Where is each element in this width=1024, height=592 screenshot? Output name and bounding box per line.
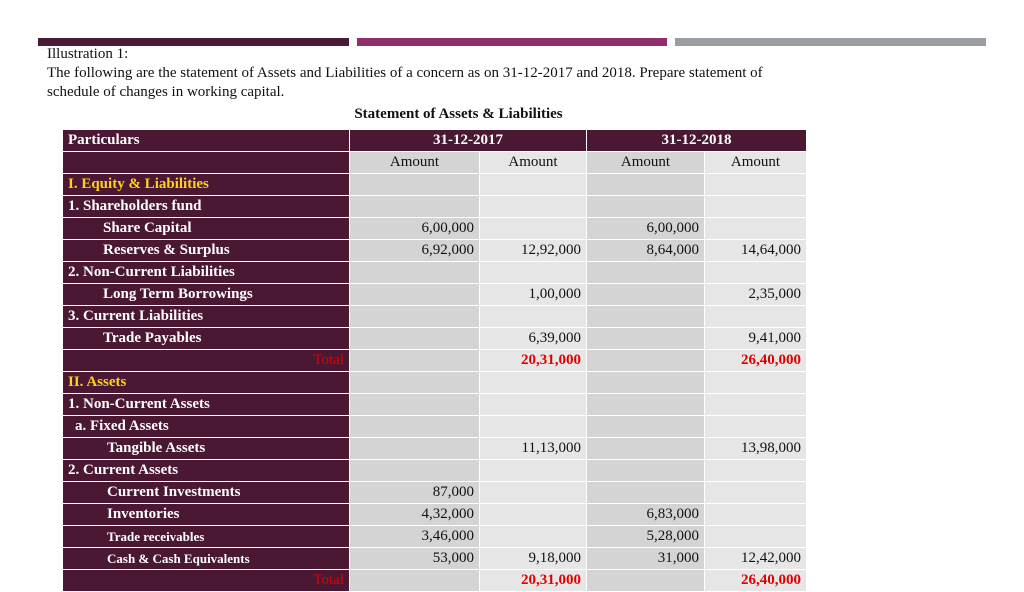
cell-value: 53,000	[350, 548, 480, 570]
intro-heading: Illustration 1:	[47, 46, 129, 62]
intro-line-2: The following are the statement of Assets and Liabilities of a concern as on 31-12-2017 and 2018. Prepare statement of	[47, 65, 763, 81]
cell-value	[705, 174, 807, 196]
row-label: 3. Current Liabilities	[63, 306, 350, 328]
subheader-amount: Amount	[350, 152, 480, 174]
cell-value: 9,41,000	[705, 328, 807, 350]
total-value: 20,31,000	[480, 350, 587, 372]
cell-value	[587, 174, 705, 196]
cell-value: 6,83,000	[587, 504, 705, 526]
cell-value	[480, 526, 587, 548]
cell-value	[480, 262, 587, 284]
table-row	[63, 526, 807, 548]
statement-table	[62, 129, 807, 592]
cell-value	[587, 262, 705, 284]
table-total-row	[63, 350, 807, 372]
cell-value: 9,18,000	[480, 548, 587, 570]
cell-value	[705, 196, 807, 218]
cell-value: 4,32,000	[350, 504, 480, 526]
cell-value	[480, 504, 587, 526]
cell-value	[480, 174, 587, 196]
row-label: Long Term Borrowings	[63, 284, 350, 306]
cell-value	[587, 328, 705, 350]
cell-value: 6,00,000	[350, 218, 480, 240]
cell-value	[350, 306, 480, 328]
table-row	[63, 372, 807, 394]
cell-value: 1,00,000	[480, 284, 587, 306]
table-header-row	[63, 130, 807, 152]
total-label: Total	[63, 570, 350, 592]
cell-value	[480, 482, 587, 504]
intro-text	[47, 45, 907, 102]
row-label: Cash & Cash Equivalents	[63, 548, 350, 570]
total-value: 20,31,000	[480, 570, 587, 592]
cell-value	[350, 284, 480, 306]
row-label: a. Fixed Assets	[63, 416, 350, 438]
cell-value	[705, 372, 807, 394]
row-label: 2. Non-Current Liabilities	[63, 262, 350, 284]
cell-value: 8,64,000	[587, 240, 705, 262]
table-row	[63, 306, 807, 328]
header-year-2018: 31-12-2018	[587, 130, 807, 152]
table-row	[63, 196, 807, 218]
cell-value	[587, 460, 705, 482]
cell-value	[350, 328, 480, 350]
cell-value	[480, 218, 587, 240]
cell-value	[480, 196, 587, 218]
cell-value	[705, 460, 807, 482]
cell-value	[587, 306, 705, 328]
cell-value	[705, 218, 807, 240]
cell-value	[350, 460, 480, 482]
cell-value	[587, 570, 705, 592]
cell-value	[480, 372, 587, 394]
table-row	[63, 284, 807, 306]
cell-value	[587, 196, 705, 218]
cell-value	[587, 372, 705, 394]
cell-value	[350, 262, 480, 284]
cell-value	[587, 438, 705, 460]
cell-value	[705, 526, 807, 548]
cell-value	[705, 262, 807, 284]
cell-value	[350, 416, 480, 438]
cell-value	[587, 416, 705, 438]
cell-value	[705, 306, 807, 328]
cell-value	[587, 394, 705, 416]
section-heading-assets: II. Assets	[63, 372, 350, 394]
cell-value: 2,35,000	[705, 284, 807, 306]
cell-value	[350, 174, 480, 196]
cell-value	[705, 394, 807, 416]
cell-value: 6,00,000	[587, 218, 705, 240]
subheader-blank	[63, 152, 350, 174]
table-row	[63, 416, 807, 438]
table-row	[63, 438, 807, 460]
cell-value	[705, 504, 807, 526]
table-row	[63, 394, 807, 416]
row-label: Share Capital	[63, 218, 350, 240]
cell-value: 5,28,000	[587, 526, 705, 548]
total-value: 26,40,000	[705, 570, 807, 592]
intro-line-3: schedule of changes in working capital.	[47, 84, 285, 100]
cell-value: 6,92,000	[350, 240, 480, 262]
cell-value	[350, 438, 480, 460]
table-subheader-row	[63, 152, 807, 174]
table-row	[63, 240, 807, 262]
cell-value	[587, 350, 705, 372]
header-particulars: Particulars	[63, 130, 350, 152]
header-year-2017: 31-12-2017	[350, 130, 587, 152]
row-label: 1. Non-Current Assets	[63, 394, 350, 416]
table-row	[63, 218, 807, 240]
row-label: 2. Current Assets	[63, 460, 350, 482]
row-label: Reserves & Surplus	[63, 240, 350, 262]
row-label: Inventories	[63, 504, 350, 526]
total-label: Total	[63, 350, 350, 372]
table-row	[63, 460, 807, 482]
cell-value	[480, 306, 587, 328]
cell-value	[350, 350, 480, 372]
section-heading-equity-liabilities: I. Equity & Liabilities	[63, 174, 350, 196]
subheader-amount: Amount	[480, 152, 587, 174]
cell-value: 12,42,000	[705, 548, 807, 570]
cell-value	[705, 416, 807, 438]
total-value: 26,40,000	[705, 350, 807, 372]
cell-value	[350, 372, 480, 394]
row-label: Current Investments	[63, 482, 350, 504]
table-row	[63, 174, 807, 196]
cell-value: 31,000	[587, 548, 705, 570]
row-label: Trade receivables	[63, 526, 350, 548]
subheader-amount: Amount	[705, 152, 807, 174]
subheader-amount: Amount	[587, 152, 705, 174]
cell-value	[350, 196, 480, 218]
table-row	[63, 262, 807, 284]
table-caption: Statement of Assets & Liabilities	[354, 106, 563, 122]
cell-value	[587, 284, 705, 306]
cell-value: 12,92,000	[480, 240, 587, 262]
cell-value	[480, 394, 587, 416]
cell-value	[350, 570, 480, 592]
table-total-row	[63, 570, 807, 592]
cell-value	[480, 460, 587, 482]
cell-value: 3,46,000	[350, 526, 480, 548]
row-label: 1. Shareholders fund	[63, 196, 350, 218]
cell-value	[587, 482, 705, 504]
cell-value: 13,98,000	[705, 438, 807, 460]
cell-value: 11,13,000	[480, 438, 587, 460]
cell-value: 6,39,000	[480, 328, 587, 350]
row-label: Trade Payables	[63, 328, 350, 350]
table-row	[63, 504, 807, 526]
cell-value	[705, 482, 807, 504]
cell-value	[480, 416, 587, 438]
cell-value: 14,64,000	[705, 240, 807, 262]
cell-value: 87,000	[350, 482, 480, 504]
table-row	[63, 482, 807, 504]
cell-value	[350, 394, 480, 416]
table-row	[63, 548, 807, 570]
row-label: Tangible Assets	[63, 438, 350, 460]
table-row	[63, 328, 807, 350]
